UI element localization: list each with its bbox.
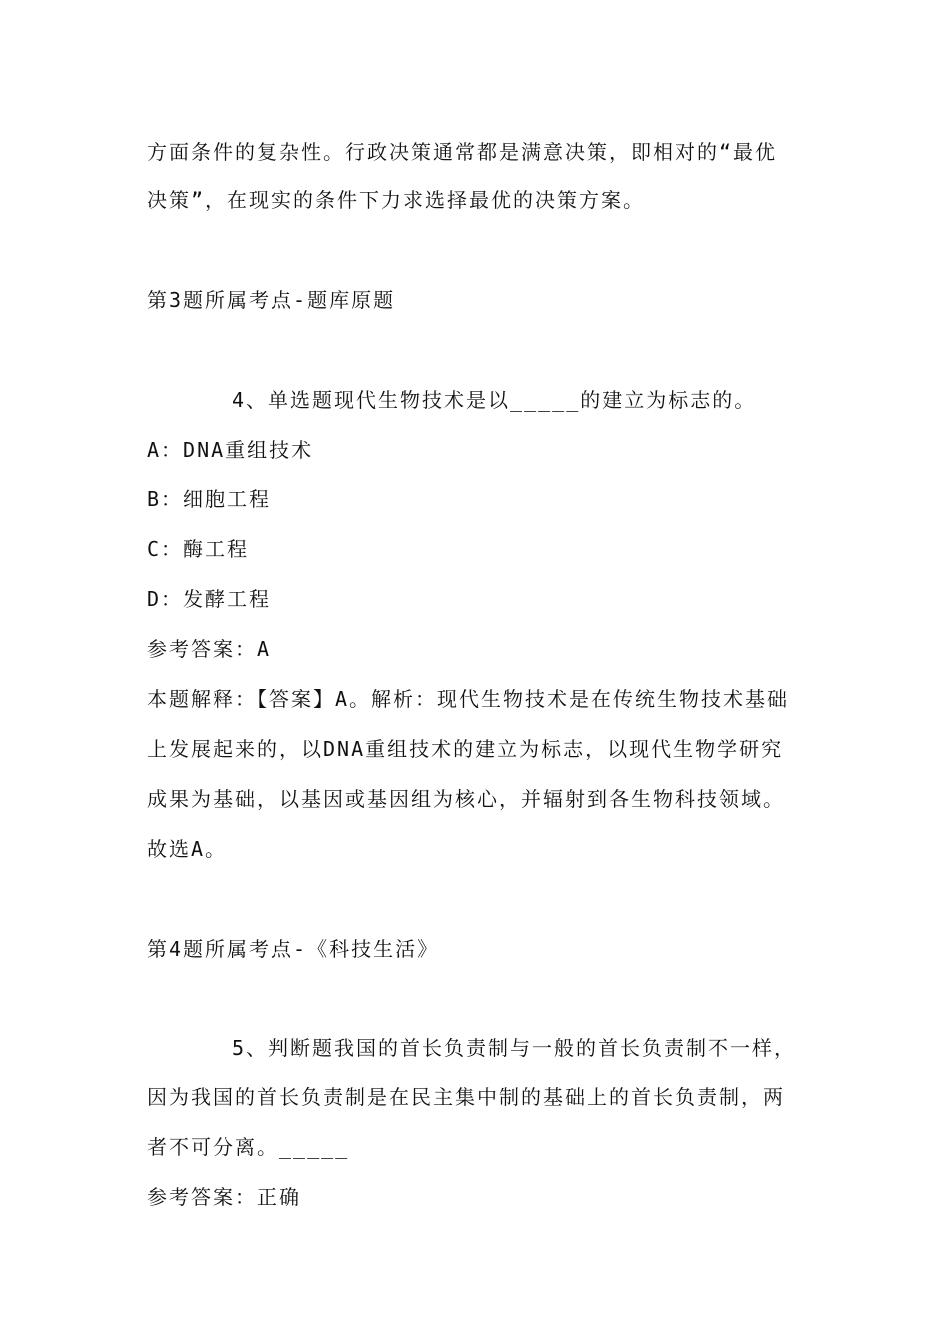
q4-option-a: A：DNA重组技术 xyxy=(147,438,314,462)
q4-explanation-line-2: 上发展起来的，以DNA重组技术的建立为标志，以现代生物学研究 xyxy=(147,737,784,761)
q4-answer: 参考答案：A xyxy=(147,637,272,661)
q4-explanation-line-1: 本题解释：【答案】A。解析：现代生物技术是在传统生物技术基础 xyxy=(147,687,790,711)
prev-explanation-line-1: 方面条件的复杂性。行政决策通常都是满意决策，即相对的“最优 xyxy=(147,140,778,164)
q5-answer: 参考答案：正确 xyxy=(147,1185,301,1209)
q4-option-c: C：酶工程 xyxy=(147,537,250,561)
q5-question-line-2: 因为我国的首长负责制是在民主集中制的基础上的首长负责制，两 xyxy=(147,1085,785,1109)
q3-topic-label: 第3题所属考点-题库原题 xyxy=(147,288,396,312)
q5-question-line-3: 者不可分离。_____ xyxy=(147,1135,350,1159)
q4-option-d: D：发酵工程 xyxy=(147,587,272,611)
prev-explanation-line-2: 决策”，在现实的条件下力求选择最优的决策方案。 xyxy=(147,188,646,212)
q4-topic-label: 第4题所属考点-《科技生活》 xyxy=(147,937,440,961)
q4-explanation-line-3: 成果为基础，以基因或基因组为核心，并辐射到各生物科技领域。 xyxy=(147,787,785,811)
q5-question-line-1: 5、判断题我国的首长负责制与一般的首长负责制不一样， xyxy=(232,1036,797,1060)
q4-option-b: B：细胞工程 xyxy=(147,487,272,511)
q4-explanation-line-4: 故选A。 xyxy=(147,837,228,861)
q4-question: 4、单选题现代生物技术是以_____的建立为标志的。 xyxy=(232,388,757,412)
